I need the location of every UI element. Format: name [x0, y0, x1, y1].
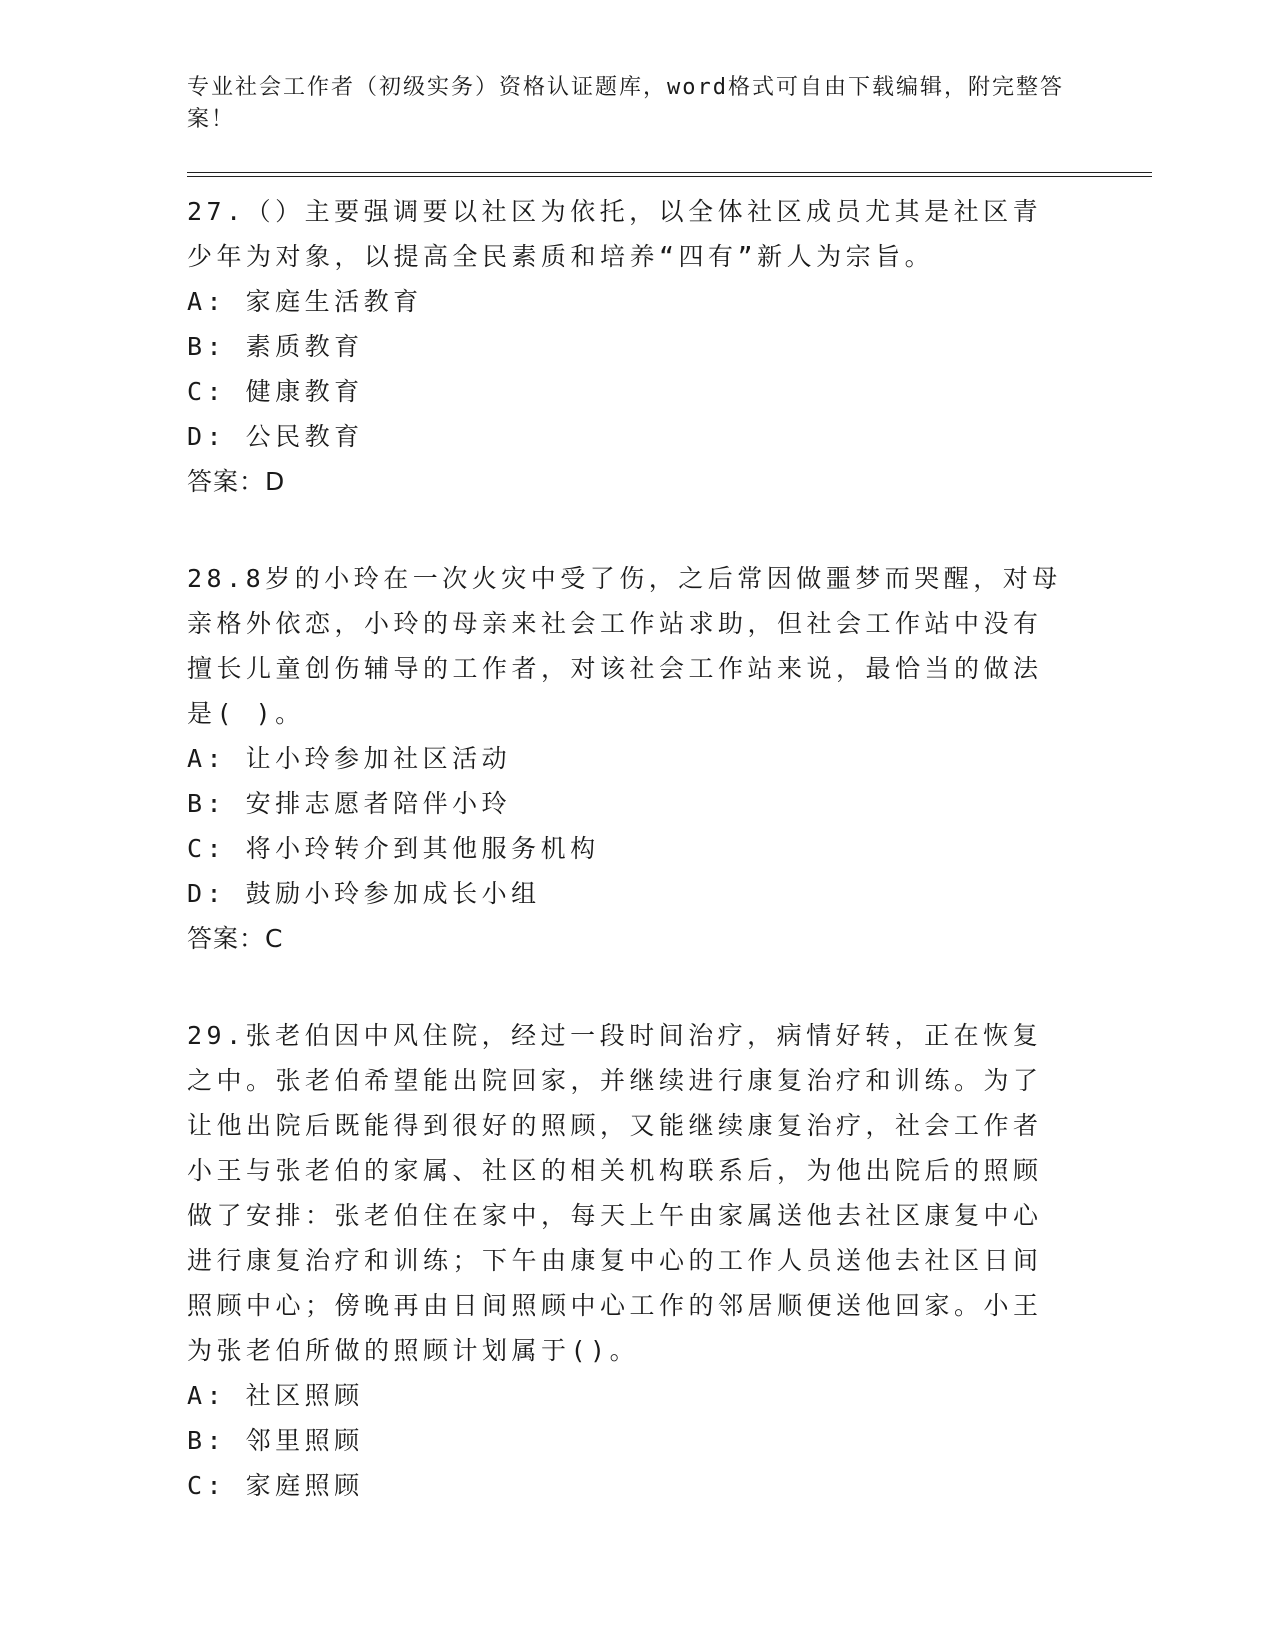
question-28 — [187, 556, 1152, 961]
question-stem: 28.8岁的小玲在一次火灾中受了伤，之后常因做噩梦而哭醒，对母亲格外依恋，小玲的母亲来社会工作站求助，但社会工作站中没有擅长儿童创伤辅导的工作者，对该社会工作站来说，最恰当的做法是( )。 — [187, 564, 1062, 728]
question-29 — [187, 1013, 1152, 1508]
option-d: D: 公民教育 — [187, 422, 364, 451]
option-c: C: 将小玲转介到其他服务机构 — [187, 834, 600, 863]
document-header: 专业社会工作者（初级实务）资格认证题库，word格式可自由下载编辑，附完整答案！ — [187, 75, 1064, 132]
option-c: C: 家庭照顾 — [187, 1471, 364, 1500]
answer-line: 答案：D — [187, 467, 286, 496]
option-b: B: 素质教育 — [187, 332, 364, 361]
option-b: B: 邻里照顾 — [187, 1426, 364, 1455]
option-a: A: 家庭生活教育 — [187, 287, 423, 316]
option-a: A: 社区照顾 — [187, 1381, 364, 1410]
question-stem: 29.张老伯因中风住院，经过一段时间治疗，病情好转，正在恢复之中。张老伯希望能出院回家，并继续进行康复治疗和训练。为了让他出院后既能得到很好的照顾，又能继续康复治疗，社会工作者小王与张老伯的家属、社区的相关机构联系后，为他出院后的照顾做了安排：张老伯住在家中，每天上午由家属送他去社区康复中心进行康复治疗和训练；下午由康复中心的工作人员送他去社区日间照顾中心；傍晚再由日间照顾中心工作的邻居顺便送他回家。小王为张老伯所做的照顾计划属于()。 — [187, 1021, 1043, 1365]
document-page — [187, 72, 1152, 1508]
question-27 — [187, 189, 1152, 504]
option-c: C: 健康教育 — [187, 377, 364, 406]
header-divider — [187, 172, 1152, 177]
option-a: A: 让小玲参加社区活动 — [187, 744, 512, 773]
option-d: D: 鼓励小玲参加成长小组 — [187, 879, 541, 908]
option-b: B: 安排志愿者陪伴小玲 — [187, 789, 512, 818]
answer-line: 答案：C — [187, 924, 284, 953]
question-stem: 27.（）主要强调要以社区为依托，以全体社区成员尤其是社区青少年为对象，以提高全民素质和培养“四有”新人为宗旨。 — [187, 197, 1043, 271]
